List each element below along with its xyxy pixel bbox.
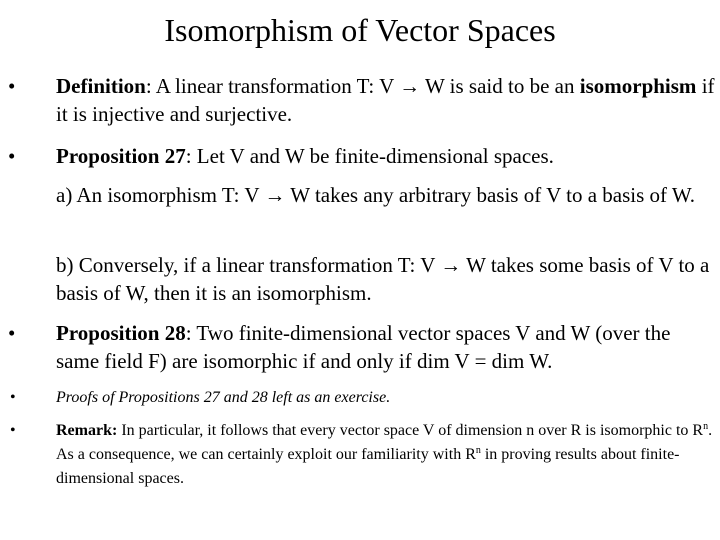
definition-text-a: A linear transformation T: V → W is said to be an — [151, 74, 580, 98]
page-title: Isomorphism of Vector Spaces — [164, 12, 556, 48]
remark-text-a: In particular, it follows that every vector space V of dimension n over R is isomorphic to R — [117, 422, 704, 439]
definition-term: Definition — [56, 74, 146, 98]
bullet: • — [10, 389, 16, 406]
bullet: • — [8, 321, 16, 345]
proposition-27-part-b: b) Conversely, if a linear transformation T: V → W takes some basis of V to a basis of W, then it is an isomorphism. — [56, 253, 710, 305]
remark-term: Remark: — [56, 422, 118, 439]
remark-text-c: in proving results about finite-dimensional spaces. — [56, 446, 680, 487]
proposition-28-body: : Two finite-dimensional vector spaces V and W (over the same field F) are isomorphic if and only if dim V = dim W. — [56, 321, 671, 373]
superscript-n: n — [475, 445, 481, 456]
proposition-28-term: Proposition 28 — [56, 321, 186, 345]
bullet: • — [10, 422, 16, 439]
definition-text — [56, 72, 718, 128]
superscript-n: n — [703, 421, 709, 432]
proofs-text — [56, 386, 718, 410]
proposition-27-body: : Let V and W be finite-dimensional spaces. — [185, 144, 554, 168]
remark-text-b: . As a consequence, we can certainly exploit our familiarity with R — [56, 422, 713, 463]
proposition-27-text — [56, 142, 718, 170]
proofs-note: Proofs of Propositions 27 and 28 left as an exercise. — [56, 389, 391, 406]
bullet: • — [8, 144, 16, 168]
remark-text — [56, 419, 718, 491]
proposition-27-term: Proposition 27 — [56, 144, 186, 168]
proposition-28-text — [56, 319, 718, 375]
bullet: • — [8, 74, 16, 98]
definition-text-b: if it is injective and surjective. — [56, 74, 715, 126]
definition-keyword: isomorphism — [579, 74, 697, 98]
proposition-27-part-a: a) An isomorphism T: V → W takes any arbitrary basis of V to a basis of W. — [56, 183, 696, 207]
definition-sep: : — [145, 74, 152, 98]
